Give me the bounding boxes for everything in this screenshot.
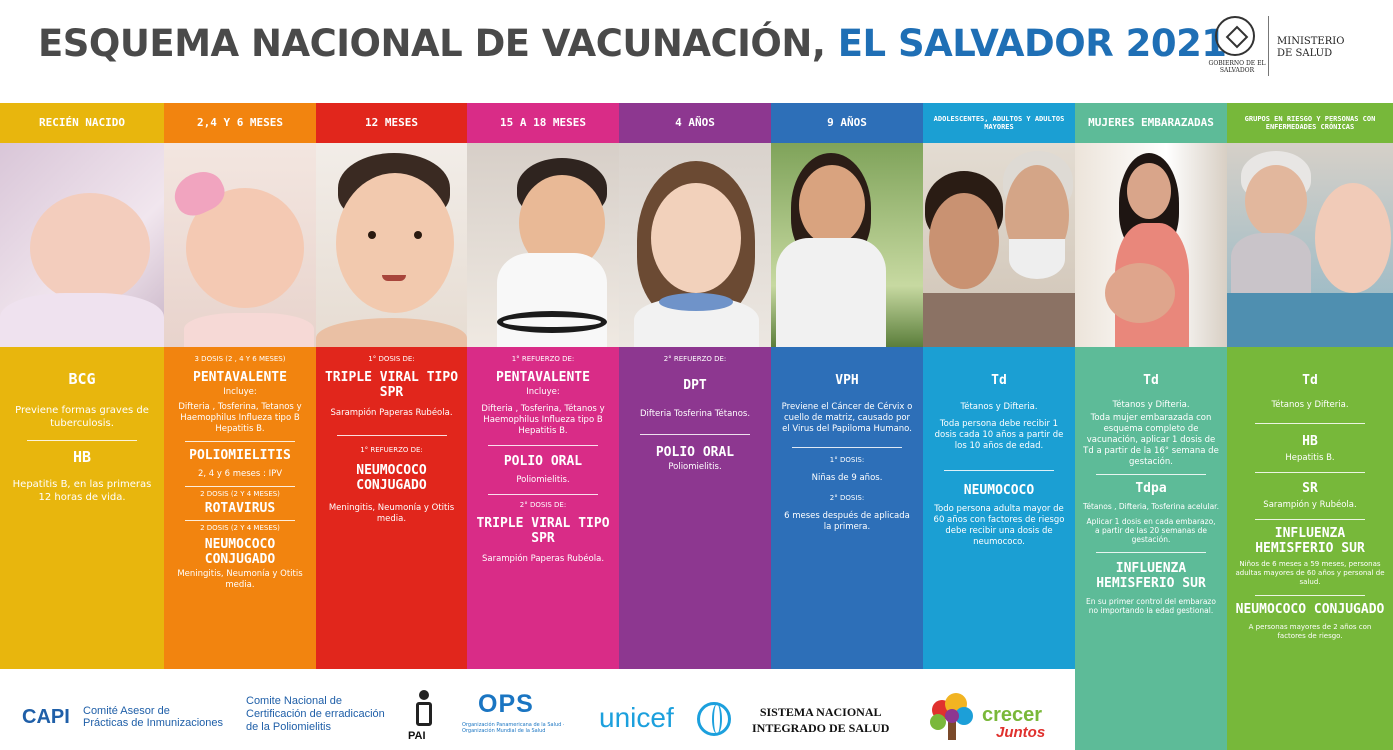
vaccine-neumococo: NEUMOCOCO CONJUGADO	[356, 463, 427, 493]
dose-note: 2° DOSIS DE:	[519, 501, 567, 509]
vaccine-td-desc2: Toda persona debe recibir 1 dosis cada 10 años a partir de los 10 años de edad.	[934, 419, 1064, 451]
column-embarazadas	[1075, 103, 1227, 750]
column-adultos	[923, 103, 1075, 669]
crecer-juntos-tree-icon	[926, 690, 978, 742]
column-header: 4 AÑOS	[619, 103, 771, 143]
vaccine-polio-oral-desc: Poliomielitis.	[516, 475, 570, 485]
page-header	[0, 0, 1393, 103]
column-body	[1075, 347, 1227, 750]
vaccine-td-desc: Tétanos y Difteria.	[1112, 400, 1190, 410]
column-15-18-meses	[467, 103, 619, 669]
vaccine-tdpa-desc: Tétanos , Difteria, Tosferina acelular.	[1083, 502, 1219, 511]
vaccine-pentavalente-desc: Difteria , Tosferina, Tetanos y Haemophilus Influeza tipo B Hepatitis B.	[178, 402, 302, 434]
column-body	[923, 347, 1075, 669]
vaccine-td-desc: Tétanos y Difteria.	[960, 402, 1038, 412]
vaccine-triple-viral: TRIPLE VIRAL TIPO SPR	[324, 370, 459, 400]
vaccine-dpt-desc: Difteria Tosferina Tétanos.	[639, 409, 751, 419]
column-header: 2,4 Y 6 MESES	[164, 103, 316, 143]
vaccine-sr-desc: Sarampión y Rubéola.	[1263, 500, 1357, 510]
photo-toddler	[467, 143, 619, 347]
vaccine-polio-oral: POLIO ORAL	[655, 445, 735, 460]
vaccine-neumococo-desc: A personas mayores de 2 años con factores de riesgo.	[1248, 623, 1372, 640]
column-body	[0, 347, 164, 669]
column-body	[164, 347, 316, 669]
photo-girl	[619, 143, 771, 347]
column-header: RECIÉN NACIDO	[0, 103, 164, 143]
dose-note: 2 DOSIS (2 Y 4 MESES)	[200, 490, 280, 498]
vaccine-td: Td	[1143, 373, 1159, 388]
divider	[488, 445, 598, 446]
divider	[640, 434, 750, 435]
dose-note: 1° DOSIS DE:	[368, 355, 415, 363]
column-body	[316, 347, 467, 669]
ops-logo: OPS	[478, 690, 534, 718]
capi-desc-line2: Prácticas de Inmunizaciones	[83, 717, 224, 729]
dose-note: 2° DOSIS:	[829, 494, 865, 502]
divider	[1255, 519, 1365, 520]
comite-line1: Comite Nacional de	[246, 695, 342, 707]
divider	[185, 486, 295, 487]
column-2-4-6-meses	[164, 103, 316, 669]
pai-figure-icon	[414, 690, 434, 728]
vaccine-tdpa: Tdpa	[1135, 481, 1167, 496]
vaccine-influenza-desc: Niños de 6 meses a 59 meses, personas adultas mayores de 60 años y personal de salud.	[1235, 560, 1385, 586]
vaccine-td: Td	[991, 373, 1007, 388]
ministry-label	[1277, 36, 1344, 60]
photo-baby-boy	[316, 143, 467, 347]
unicef-globe-icon	[697, 702, 731, 736]
divider	[185, 441, 295, 442]
photo-teen-and-elder	[923, 143, 1075, 347]
dose-note: 1° REFUERZO DE:	[360, 446, 423, 454]
divider	[1255, 472, 1365, 473]
vaccine-hb-desc: Hepatitis B, en las primeras 12 horas de vida.	[12, 479, 152, 503]
pai-logo	[406, 690, 442, 745]
divider	[337, 435, 447, 436]
vaccine-neumococo: NEUMOCOCO CONJUGADO	[204, 537, 276, 567]
column-body	[467, 347, 619, 669]
vaccine-neumococo-desc: Todo persona adulta mayor de 60 años con factores de riesgo debe recibir una dosis de neumococo.	[933, 504, 1065, 547]
vaccine-vph-desc: Previene el Cáncer de Cérvix o cuello de matriz, causado por el Virus del Papiloma Humano.	[781, 402, 913, 434]
photo-baby-girl	[164, 143, 316, 347]
column-9-anos	[771, 103, 923, 669]
column-4-anos	[619, 103, 771, 669]
crecer-logo: crecer	[982, 704, 1043, 726]
vaccine-pentavalente: PENTAVALENTE	[496, 370, 590, 385]
divider	[944, 470, 1054, 471]
vaccine-hb: HB	[72, 448, 92, 466]
divider	[1255, 595, 1365, 596]
vaccine-td-desc: Tétanos y Difteria.	[1271, 400, 1349, 410]
ministry-line2: DE SALUD	[1277, 48, 1333, 59]
vaccine-neumococo: NEUMOCOCO	[963, 483, 1035, 498]
column-header: MUJERES EMBARAZADAS	[1075, 103, 1227, 143]
ops-subtitle: Organización Panamericana de la Salud · Organización Mundial de la Salud	[462, 722, 565, 734]
vaccine-sr: SR	[1302, 481, 1318, 496]
logo-separator	[1268, 16, 1269, 76]
dose1-desc: Niñas de 9 años.	[811, 473, 883, 483]
vaccine-polio-oral-desc: Poliomielitis.	[668, 462, 722, 472]
vaccine-pentavalente: PENTAVALENTE	[193, 370, 287, 385]
vaccine-vph: VPH	[835, 373, 859, 388]
sistema-line1: SISTEMA NACIONAL	[759, 705, 882, 719]
divider	[1096, 474, 1206, 475]
divider	[488, 494, 598, 495]
vaccine-hb: HB	[1302, 434, 1318, 449]
column-header: 9 AÑOS	[771, 103, 923, 143]
comite-polio-logo	[246, 695, 385, 734]
photo-girl-9	[771, 143, 923, 347]
vaccine-hb-desc: Hepatitis B.	[1285, 453, 1335, 463]
column-body	[1227, 347, 1393, 750]
photo-newborn	[0, 143, 164, 347]
incluye-label: Incluye:	[223, 387, 257, 397]
dose-note: 1° REFUERZO DE:	[511, 355, 575, 363]
title-country-year: EL SALVADOR 2021	[837, 22, 1227, 65]
dose-note: 3 DOSIS (2 , 4 Y 6 MESES)	[194, 355, 286, 363]
divider	[792, 447, 902, 448]
comite-line2: Certificación de erradicación	[246, 708, 385, 720]
page-title	[38, 22, 1227, 65]
incluye-label: Incluye:	[526, 387, 560, 397]
vaccine-influenza: INFLUENZA HEMISFERIO SUR	[1255, 526, 1365, 556]
vaccine-influenza-desc: En su primer control del embarazo no importando la edad gestional.	[1086, 597, 1216, 615]
government-label: GOBIERNO DE EL SALVADOR	[1208, 60, 1266, 74]
column-12-meses	[316, 103, 467, 669]
title-main: ESQUEMA NACIONAL DE VACUNACIÓN,	[38, 22, 826, 65]
divider	[1255, 423, 1365, 424]
divider	[1096, 552, 1206, 553]
vaccine-tdpa-desc2: Aplicar 1 dosis en cada embarazo, a partir de las 20 semanas de gestación.	[1086, 517, 1216, 544]
vaccine-neumococo-desc: Meningitis, Neumonía y Otitis media.	[328, 503, 455, 524]
vaccine-polio-oral: POLIO ORAL	[503, 454, 583, 469]
capi-description	[83, 705, 223, 729]
dose2-desc: 6 meses después de aplicada la primera.	[784, 511, 910, 532]
divider	[27, 440, 137, 441]
photo-pregnant-woman	[1075, 143, 1227, 347]
column-header: GRUPOS EN RIESGO Y PERSONAS CON ENFERMEDADES CRÓNICAS	[1227, 103, 1393, 143]
comite-line3: de la Poliomielitis	[246, 721, 331, 733]
unicef-logo: unicef	[599, 702, 674, 733]
vaccine-td-desc2: Toda mujer embarazada con esquema completo de vacunación, aplicar 1 dosis de Td a partir de la 16° semana de gestación.	[1083, 413, 1219, 467]
column-recien-nacido	[0, 103, 164, 669]
capi-logo: CAPI	[22, 706, 70, 728]
divider	[185, 520, 295, 521]
vaccine-bcg: BCG	[68, 370, 96, 388]
vaccine-triple-viral-desc: Sarampión Paperas Rubéola.	[481, 554, 605, 564]
vaccine-neumococo-desc: Meningitis, Neumonía y Otitis media.	[177, 569, 303, 590]
vaccine-triple-viral-desc: Sarampión Paperas Rubéola.	[330, 408, 453, 418]
column-header: 15 A 18 MESES	[467, 103, 619, 143]
national-seal-icon	[1215, 16, 1255, 56]
vaccine-triple-viral: TRIPLE VIRAL TIPO SPR	[476, 516, 610, 546]
vaccine-neumococo: NEUMOCOCO CONJUGADO	[1235, 602, 1385, 617]
ministry-line1: MINISTERIO	[1277, 36, 1345, 47]
column-body	[771, 347, 923, 669]
vaccine-rotavirus: ROTAVIRUS	[204, 501, 276, 516]
vaccine-pentavalente-desc: Difteria , Tosferina, Tétanos y Haemophilus Influeza tipo B Hepatitis B.	[481, 404, 605, 436]
column-header: ADOLESCENTES, ADULTOS Y ADULTOS MAYORES	[923, 103, 1075, 143]
dose-note: 2° REFUERZO DE:	[663, 355, 727, 363]
sistema-nacional-logo	[752, 704, 889, 736]
sistema-line2: INTEGRADO DE SALUD	[752, 721, 890, 735]
vaccine-td: Td	[1302, 373, 1318, 388]
vaccine-poliomielitis: POLIOMIELITIS	[189, 448, 291, 463]
vaccine-bcg-desc: Previene formas graves de tuberculosis.	[15, 405, 149, 429]
column-grupos-riesgo	[1227, 103, 1393, 750]
pai-label: PAI	[408, 730, 426, 742]
photo-elder-and-baby	[1227, 143, 1393, 347]
vaccine-influenza: INFLUENZA HEMISFERIO SUR	[1096, 561, 1206, 591]
column-body	[619, 347, 771, 669]
dose-note: 1° DOSIS:	[829, 456, 865, 464]
column-header: 12 MESES	[316, 103, 467, 143]
vaccine-dpt: DPT	[683, 378, 707, 393]
capi-desc-line1: Comité Asesor de	[83, 705, 170, 717]
juntos-logo: Juntos	[996, 724, 1046, 741]
government-logo	[1207, 14, 1382, 78]
vaccine-poliomielitis-desc: 2, 4 y 6 meses : IPV	[197, 469, 283, 479]
dose-note: 2 DOSIS (2 Y 4 MESES)	[200, 524, 280, 532]
